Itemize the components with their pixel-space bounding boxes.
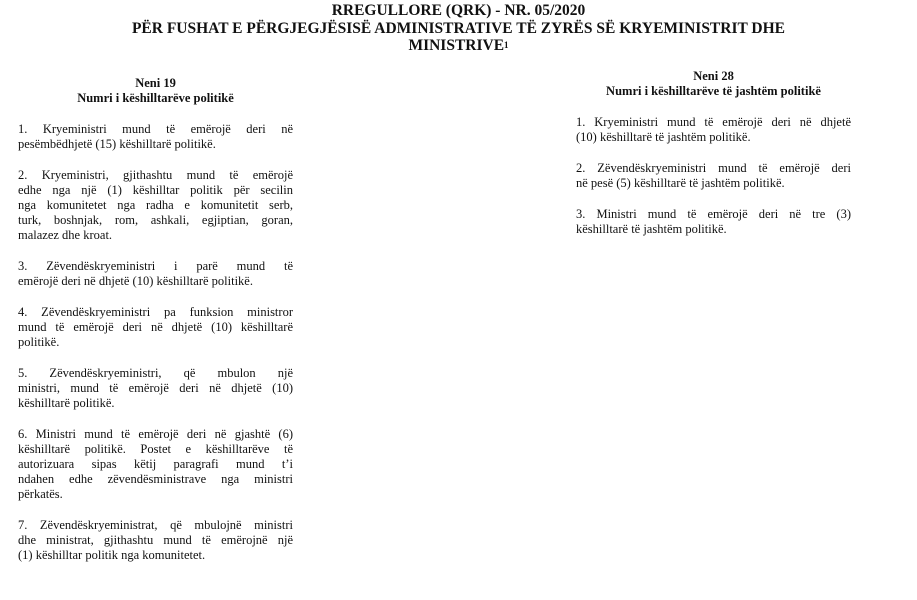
paragraph-line: këshilltarë të jashtëm politikë. bbox=[576, 222, 727, 236]
paragraph-line: nga komunitetet nga radha e komunitetit serb, bbox=[18, 198, 293, 212]
paragraph bbox=[576, 161, 851, 191]
paragraph-line: ministri, mund të emërojë deri në dhjetë (10) bbox=[18, 381, 293, 395]
paragraph bbox=[576, 207, 851, 237]
paragraph-line: (1) këshilltar politik nga komunitetet. bbox=[18, 548, 206, 562]
paragraph bbox=[18, 366, 293, 411]
regulation-number: RREGULLORE (QRK) - NR. 05/2020 bbox=[331, 2, 586, 19]
paragraph-line: në pesë (5) këshilltarë të jashtëm politikë. bbox=[576, 176, 785, 190]
article-19 bbox=[18, 76, 293, 579]
paragraph-line: dhe ministrat, gjithashtu mund të emërojnë një bbox=[18, 533, 293, 547]
paragraph-line: përkatës. bbox=[18, 487, 63, 501]
paragraph-line: 2. Zëvendëskryeministri mund të emërojë deri bbox=[576, 161, 851, 175]
paragraph-line: emërojë deri në dhjetë (10) këshilltarë politikë. bbox=[18, 274, 253, 288]
regulation-title-line1: PËR FUSHAT E PËRGJEGJËSISË ADMINISTRATIVE TË ZYRËS SË KRYEMINISTRIT DHE bbox=[131, 20, 786, 37]
paragraph-line: 4. Zëvendëskryeministri pa funksion ministror bbox=[18, 305, 293, 319]
paragraph-line: pesëmbëdhjetë (15) këshilltarë politikë. bbox=[18, 137, 216, 151]
paragraph-line: 3. Ministri mund të emërojë deri në tre (3) bbox=[576, 207, 851, 221]
article-paragraphs bbox=[576, 115, 851, 237]
paragraph-line: 5. Zëvendëskryeministri, që mbulon një bbox=[18, 366, 293, 380]
paragraph bbox=[576, 115, 851, 145]
paragraph-line: autorizuara sipas këtij paragrafi mund t’i bbox=[18, 457, 293, 471]
paragraph-line: ndahen edhe zëvendësministrave nga ministri bbox=[18, 472, 293, 486]
paragraph bbox=[18, 168, 293, 243]
article-number: Neni 28 bbox=[693, 69, 734, 83]
paragraph-line: politikë. bbox=[18, 335, 60, 349]
paragraph-line: këshilltarë politikë. bbox=[18, 396, 115, 410]
paragraph-line: edhe nga një (1) këshilltar politik për secilin bbox=[18, 183, 293, 197]
paragraph bbox=[18, 518, 293, 563]
paragraph-line: 1. Kryeministri mund të emërojë deri në dhjetë bbox=[576, 115, 851, 129]
paragraph bbox=[18, 305, 293, 350]
article-number: Neni 19 bbox=[135, 76, 176, 90]
paragraph bbox=[18, 259, 293, 289]
article-paragraphs bbox=[18, 122, 293, 563]
paragraph-line: mund të emërojë deri në dhjetë (10) këshilltarë bbox=[18, 320, 293, 334]
article-title: Numri i këshilltarëve të jashtëm politikë bbox=[606, 84, 821, 98]
paragraph-line: 7. Zëvendëskryeministrat, që mbulojnë ministri bbox=[18, 518, 293, 532]
paragraph-line: 6. Ministri mund të emërojë deri në gjashtë (6) bbox=[18, 427, 293, 441]
article-title: Numri i këshilltarëve politikë bbox=[77, 91, 234, 105]
footnote-mark: 1 bbox=[504, 40, 509, 50]
paragraph-line: 3. Zëvendëskryeministri i parë mund të bbox=[18, 259, 293, 273]
paragraph bbox=[18, 427, 293, 502]
article-28 bbox=[576, 69, 851, 253]
paragraph-line: (10) këshilltarë të jashtëm politikë. bbox=[576, 130, 751, 144]
paragraph-line: 1. Kryeministri mund të emërojë deri në bbox=[18, 122, 293, 136]
paragraph-line: këshilltarë politikë. Postet e këshilltarëve të bbox=[18, 442, 293, 456]
paragraph bbox=[18, 122, 293, 152]
paragraph-line: 2. Kryeministri, gjithashtu mund të emërojë bbox=[18, 168, 293, 182]
regulation-title-line2: MINISTRIVE$^1$ bbox=[408, 37, 509, 54]
paragraph-line: malazez dhe kroat. bbox=[18, 228, 113, 242]
paragraph-line: turk, boshnjak, rom, ashkali, egjiptian, goran, bbox=[18, 213, 293, 227]
